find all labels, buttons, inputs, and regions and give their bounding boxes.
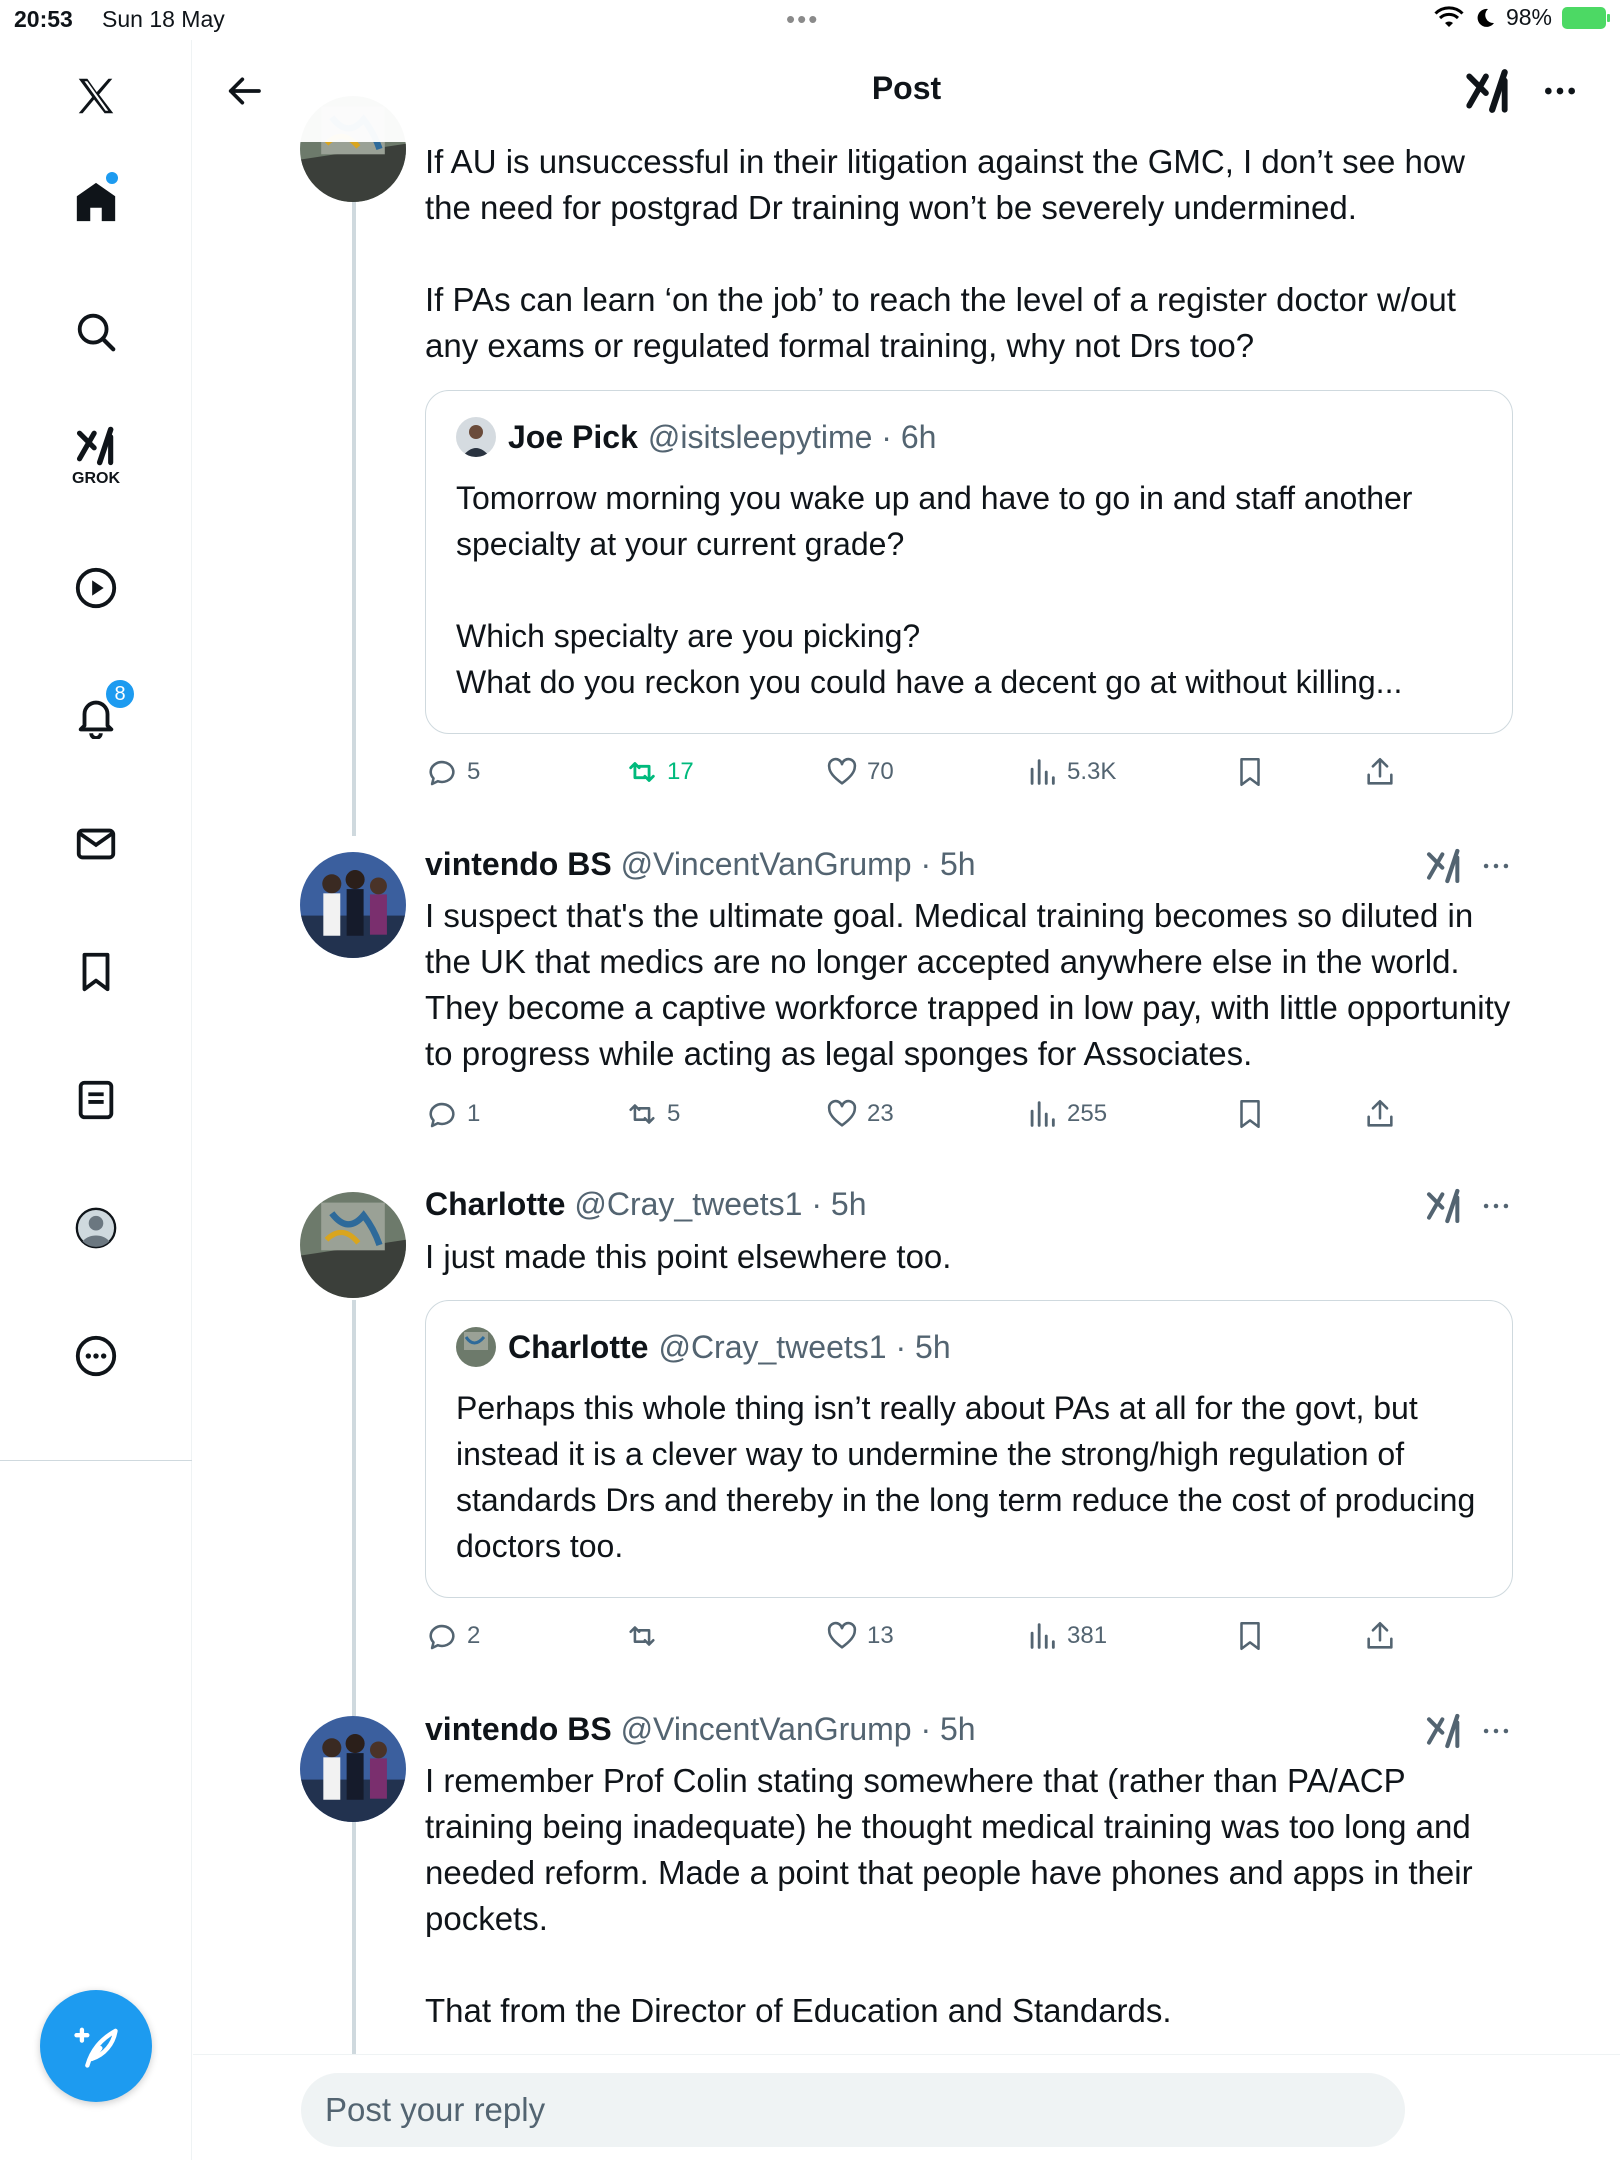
quote-author-handle: @isitsleepytime — [647, 418, 873, 455]
grok-icon[interactable] — [1424, 846, 1464, 886]
compose-post-button[interactable] — [40, 1990, 152, 2102]
reply-icon — [425, 755, 459, 789]
quote-header — [456, 1327, 951, 1367]
quote-header — [456, 417, 936, 457]
tweet-text — [425, 1758, 1515, 2034]
reply-count: 5 — [467, 758, 481, 785]
repost-icon — [625, 1097, 659, 1131]
reply-input[interactable] — [301, 2073, 1405, 2147]
repost-count: 17 — [667, 758, 694, 785]
quote-timestamp: 6h — [900, 418, 937, 455]
tweet-actions — [425, 748, 1515, 796]
repost-icon — [625, 1619, 659, 1653]
author-name[interactable]: Charlotte — [425, 1186, 566, 1222]
author-name[interactable]: vintendo BS — [425, 846, 612, 882]
author-handle[interactable]: @VincentVanGrump — [620, 846, 912, 882]
lists-icon[interactable] — [60, 1064, 132, 1136]
author-handle[interactable]: @Cray_tweets1 — [574, 1186, 803, 1222]
reply-icon — [425, 1619, 459, 1653]
status-indicators — [1434, 4, 1606, 31]
page-title: Post — [871, 70, 942, 106]
tweet-text — [425, 893, 1515, 1077]
bookmark-button[interactable] — [1233, 748, 1267, 796]
share-button[interactable] — [1363, 748, 1397, 796]
author-avatar[interactable] — [300, 1192, 406, 1298]
like-count: 13 — [867, 1622, 894, 1649]
quote-paragraph: Perhaps this whole thing isn’t really about PAs at all for the govt, but instead it is a clever way to undermine the strong/high regulation of standards Drs and thereby in the long term reduce the cost of producing doctors too. — [456, 1390, 1476, 1564]
header-separator: · — [911, 1711, 940, 1747]
grok-icon[interactable] — [1424, 1711, 1464, 1751]
header-separator: · — [911, 846, 940, 882]
views-chart-icon — [1025, 1619, 1059, 1653]
quote-author-avatar — [456, 417, 496, 457]
heart-icon — [825, 1097, 859, 1131]
share-button[interactable] — [1363, 1090, 1397, 1138]
like-count: 23 — [867, 1100, 894, 1127]
views-button[interactable] — [1025, 748, 1116, 796]
share-icon — [1363, 755, 1397, 789]
reply-button[interactable] — [425, 1090, 480, 1138]
reply-composer — [193, 2054, 1620, 2160]
tweet-more-icon[interactable] — [1478, 1713, 1514, 1749]
heart-icon — [825, 755, 859, 789]
post-header — [193, 40, 1620, 142]
repost-button[interactable] — [625, 1612, 667, 1660]
bookmark-button[interactable] — [1233, 1090, 1267, 1138]
views-chart-icon — [1025, 1097, 1059, 1131]
views-count: 5.3K — [1067, 758, 1117, 785]
header-more-icon[interactable] — [1533, 66, 1587, 116]
bookmark-icon — [1233, 755, 1267, 789]
status-date: Sun 18 May — [102, 6, 225, 32]
tweet-header — [425, 1711, 976, 1748]
thread-connector-line — [352, 196, 356, 836]
reply-button[interactable] — [425, 1612, 480, 1660]
quote-separator: · — [886, 1328, 916, 1365]
tweet-actions — [425, 1612, 1515, 1660]
thread-connector-line — [352, 1300, 356, 1716]
tweet-paragraph: I suspect that's the ultimate goal. Medical training becomes so diluted in the UK that medics are no longer accepted anywhere else in the world. They become a captive workforce trapped in low pay, with little opportunity to progress while acting as legal sponges for Associates. — [425, 897, 1511, 1072]
wifi-icon — [1434, 6, 1464, 30]
notifications-badge: 8 — [104, 678, 136, 710]
views-button[interactable] — [1025, 1090, 1107, 1138]
x-logo-icon[interactable] — [60, 60, 132, 132]
grok-label: GROK — [72, 470, 120, 487]
tweet-timestamp[interactable]: 5h — [940, 846, 976, 882]
grok-icon — [74, 424, 118, 468]
quote-paragraph: Which specialty are you picking? — [456, 618, 921, 654]
grok-icon[interactable] — [1463, 66, 1513, 116]
messages-envelope-icon[interactable] — [60, 808, 132, 880]
search-icon[interactable] — [60, 296, 132, 368]
repost-button[interactable] — [625, 1090, 680, 1138]
quote-paragraph: What do you reckon you could have a decent go at without killing... — [456, 664, 1403, 700]
reply-count: 2 — [467, 1622, 481, 1649]
home-icon[interactable] — [60, 166, 132, 238]
heart-icon — [825, 1619, 859, 1653]
tweet-text — [425, 139, 1515, 369]
bookmark-icon — [1233, 1097, 1267, 1131]
views-chart-icon — [1025, 755, 1059, 789]
views-button[interactable] — [1025, 1612, 1107, 1660]
tweet-timestamp[interactable]: 5h — [830, 1186, 867, 1222]
reply-button[interactable] — [425, 748, 480, 796]
reply-icon — [425, 1097, 459, 1131]
like-count: 70 — [867, 758, 894, 785]
share-button[interactable] — [1363, 1612, 1397, 1660]
bookmark-icon — [1233, 1619, 1267, 1653]
thread-connector-line — [352, 1822, 356, 2054]
header-separator: · — [802, 1186, 831, 1222]
author-name[interactable]: vintendo BS — [425, 1711, 612, 1747]
multitask-dots-icon[interactable]: ••• — [786, 4, 820, 34]
tweet-paragraph: If PAs can learn ‘on the job’ to reach the level of a register doctor w/out any exams or regulated formal training, why not Drs too? — [425, 281, 1456, 364]
nav-grok[interactable] — [60, 420, 132, 516]
video-play-icon[interactable] — [60, 552, 132, 624]
battery-icon — [1562, 7, 1606, 29]
status-time: 20:53 — [14, 6, 73, 32]
quote-author-avatar — [456, 1327, 496, 1367]
tweet-paragraph: I just made this point elsewhere too. — [425, 1238, 952, 1275]
quote-author-name: Charlotte — [508, 1328, 649, 1365]
repost-button[interactable] — [625, 748, 694, 796]
bookmarks-icon[interactable] — [60, 936, 132, 1008]
battery-percent: 98% — [1505, 4, 1552, 30]
tweet-header — [425, 846, 976, 883]
quote-author-handle: @Cray_tweets1 — [658, 1328, 887, 1365]
quote-text — [456, 475, 1486, 705]
moon-icon — [1474, 7, 1496, 29]
quote-paragraph: Tomorrow morning you wake up and have to go in and staff another specialty at your current grade? — [456, 480, 1413, 562]
quote-author-name: Joe Pick — [508, 418, 638, 455]
views-count: 381 — [1067, 1622, 1108, 1649]
left-navigation — [0, 40, 192, 2160]
tweet-actions — [425, 1090, 1515, 1138]
reply-count: 1 — [467, 1100, 481, 1127]
share-icon — [1363, 1097, 1397, 1131]
tweet-paragraph: If AU is unsuccessful in their litigation against the GMC, I don’t see how the need for postgrad Dr training won’t be severely undermined. — [425, 143, 1466, 226]
tweet-text — [425, 1234, 1515, 1280]
notifications-bell-icon[interactable] — [60, 680, 132, 752]
tweet-paragraph: That from the Director of Education and Standards. — [425, 1992, 1172, 2029]
like-button[interactable] — [825, 1612, 894, 1660]
quote-text — [456, 1385, 1486, 1569]
profile-avatar-icon[interactable] — [60, 1192, 132, 1264]
bookmark-button[interactable] — [1233, 1612, 1267, 1660]
like-button[interactable] — [825, 748, 894, 796]
share-icon — [1363, 1619, 1397, 1653]
repost-count: 5 — [667, 1100, 681, 1127]
author-avatar[interactable] — [300, 1716, 406, 1822]
quote-timestamp: 5h — [915, 1328, 951, 1365]
more-options-icon[interactable] — [60, 1320, 132, 1392]
quote-separator: · — [872, 418, 901, 455]
grok-icon[interactable] — [1424, 1186, 1464, 1226]
like-button[interactable] — [825, 1090, 894, 1138]
tweet-header — [425, 1186, 867, 1223]
views-count: 255 — [1067, 1100, 1108, 1127]
author-handle[interactable]: @VincentVanGrump — [620, 1711, 912, 1747]
status-bar — [0, 0, 1620, 40]
tweet-paragraph: I remember Prof Colin stating somewhere that (rather than PA/ACP training being inadequate) he thought medical training was too long and needed reform. Made a point that people have phones and apps in their pockets. — [425, 1762, 1473, 1937]
tweet-timestamp[interactable]: 5h — [940, 1711, 976, 1747]
quoted-post[interactable] — [425, 390, 1513, 734]
tweet-more-icon[interactable] — [1478, 1188, 1514, 1224]
repost-icon — [625, 755, 659, 789]
compose-feather-icon — [70, 2020, 122, 2072]
quoted-post[interactable] — [425, 1300, 1513, 1598]
home-unread-dot — [106, 172, 118, 184]
nav-divider — [0, 1460, 192, 1461]
tweet-more-icon[interactable] — [1478, 848, 1514, 884]
author-avatar[interactable] — [300, 852, 406, 958]
